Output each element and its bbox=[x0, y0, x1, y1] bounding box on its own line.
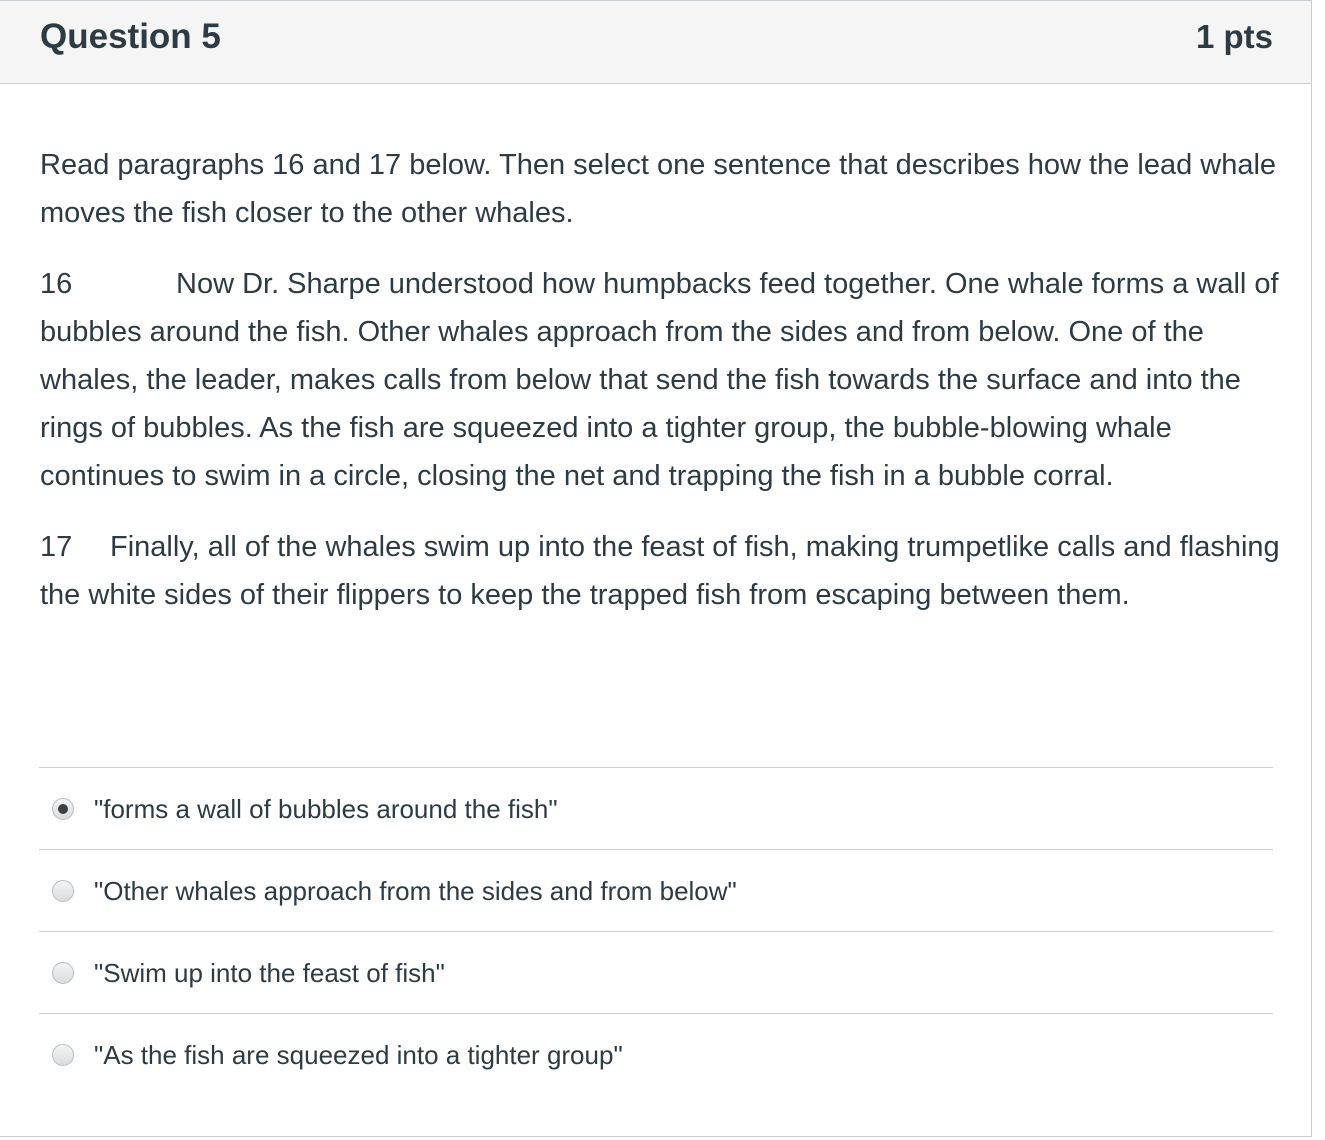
paragraph-text: Finally, all of the whales swim up into the feast of fish, making trumpetlike calls and flashing the white sides of their flippers to keep the trapped fish from escaping between them. bbox=[40, 531, 1280, 611]
answer-label[interactable]: "Swim up into the feast of fish" bbox=[94, 957, 445, 988]
radio-button[interactable] bbox=[52, 962, 74, 984]
answer-option-1[interactable] bbox=[39, 768, 1273, 850]
answer-label[interactable]: "forms a wall of bubbles around the fish" bbox=[94, 793, 558, 824]
answer-label[interactable]: "As the fish are squeezed into a tighter group" bbox=[94, 1040, 623, 1070]
question-header bbox=[0, 1, 1311, 84]
question-title: Question 5 bbox=[40, 17, 221, 56]
question-instructions: Read paragraphs 16 and 17 below. Then select one sentence that describes how the lead whale moves the fish closer to the other whales. bbox=[40, 149, 1277, 229]
paragraph-17 bbox=[40, 523, 1280, 619]
answer-option-3[interactable] bbox=[39, 932, 1273, 1014]
question-text bbox=[40, 141, 1280, 642]
answer-option-2[interactable] bbox=[39, 850, 1273, 932]
radio-button[interactable] bbox=[52, 1044, 74, 1066]
paragraph-16 bbox=[40, 260, 1280, 500]
answer-list bbox=[39, 767, 1273, 1096]
answer-label[interactable]: "Other whales approach from the sides and from below" bbox=[94, 875, 737, 906]
paragraph-text: Now Dr. Sharpe understood how humpbacks feed together. One whale forms a wall of bubbles around the fish. Other whales approach from the sides and from below. One of the whales, the leader, makes calls from below that send the fish towards the surface and into the rings of bubbles. As the fish are squeezed into a tighter group, the bubble-blowing whale continues to swim in a circle, closing the net and trapping the fish in a bubble corral. bbox=[40, 268, 1279, 492]
question-points: 1 pts bbox=[1195, 18, 1273, 55]
radio-button-selected[interactable] bbox=[52, 798, 74, 820]
page-margin bbox=[1312, 0, 1325, 1140]
paragraph-number: 16 bbox=[40, 268, 73, 300]
answer-option-4[interactable] bbox=[39, 1014, 1273, 1096]
radio-button[interactable] bbox=[52, 880, 74, 902]
paragraph-number: 17 bbox=[40, 531, 73, 563]
